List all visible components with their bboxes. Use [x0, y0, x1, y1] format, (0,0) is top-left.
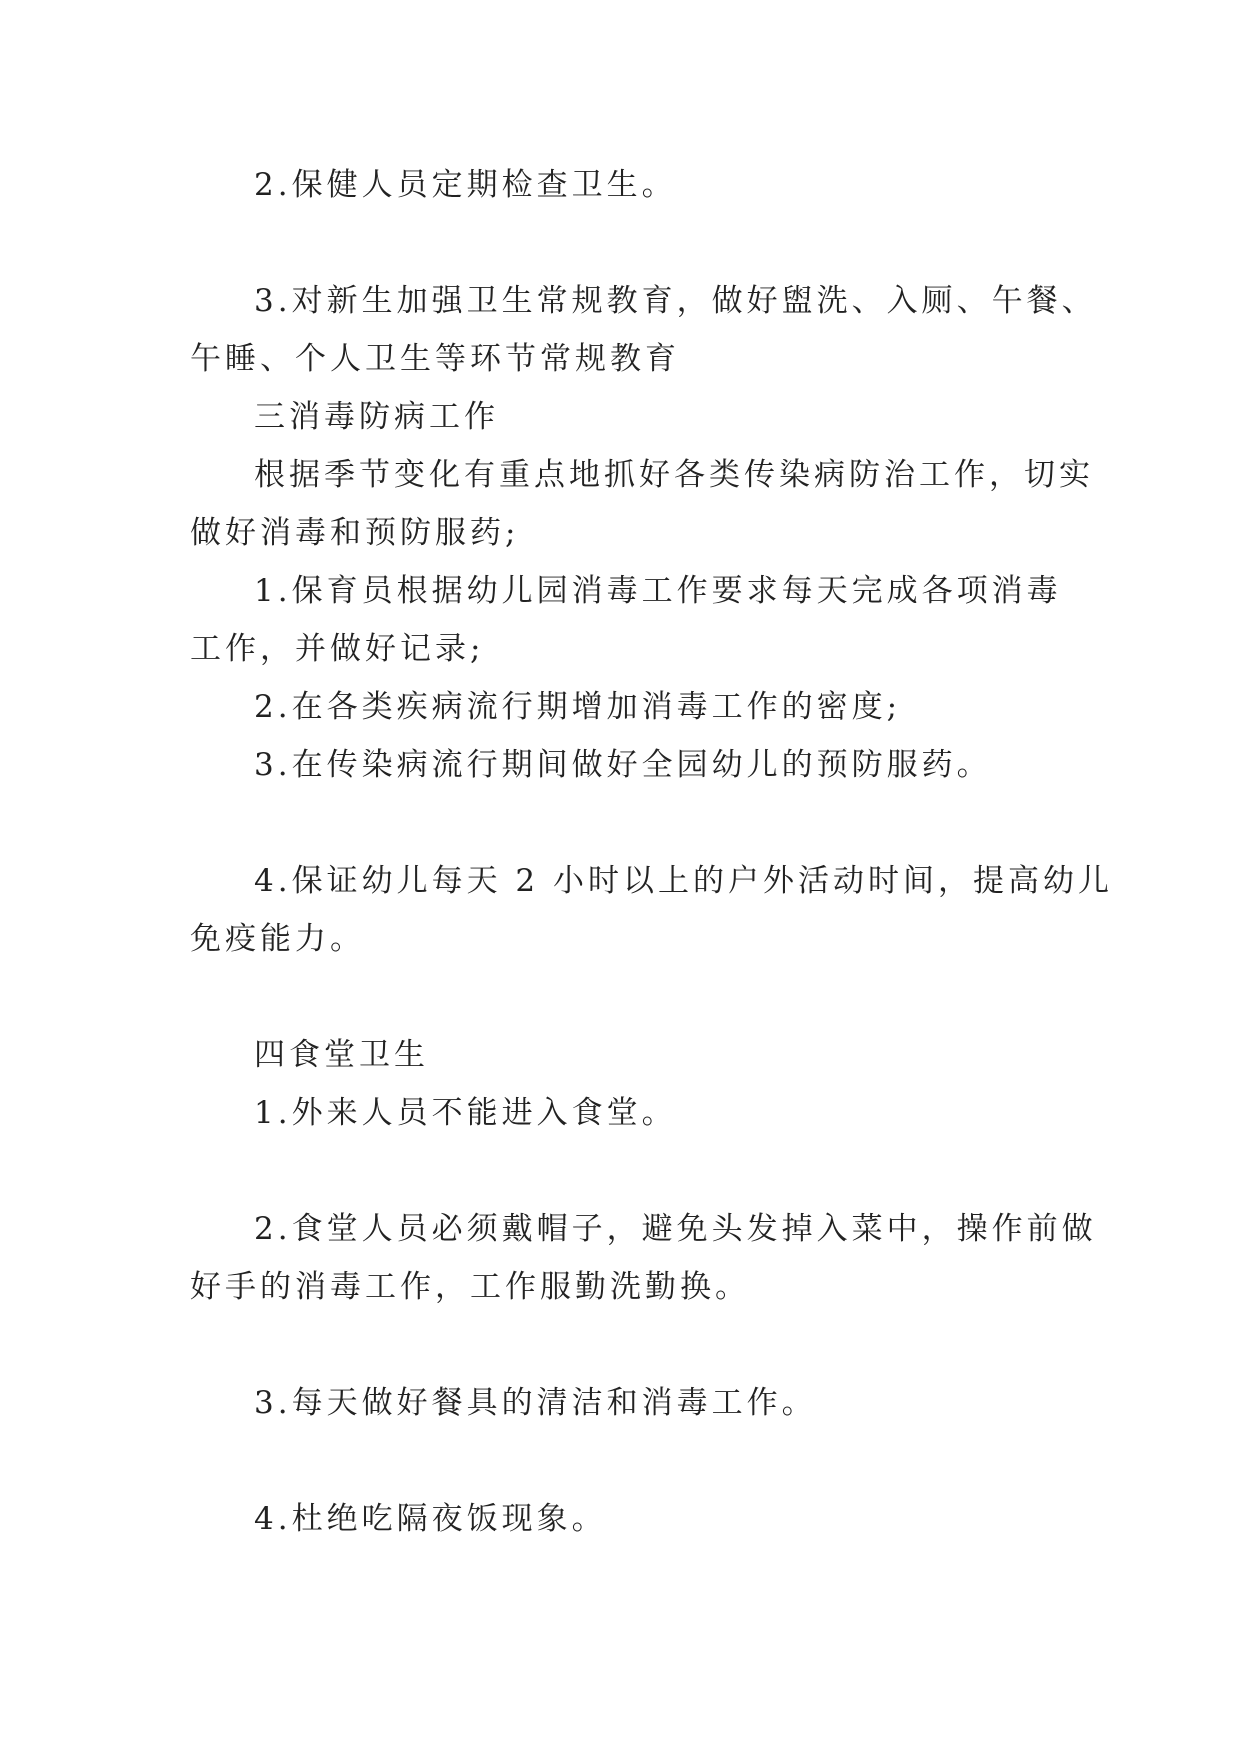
paragraph-line: 1.外来人员不能进入食堂。	[254, 1095, 677, 1131]
paragraph-line: 午睡、个人卫生等环节常规教育	[190, 341, 680, 377]
paragraph-line: 好手的消毒工作，工作服勤洗勤换。	[190, 1269, 750, 1305]
paragraph-line: 2.在各类疾病流行期增加消毒工作的密度;	[254, 689, 902, 725]
paragraph-line: 1.保育员根据幼儿园消毒工作要求每天完成各项消毒	[254, 573, 1062, 609]
paragraph-line: 2.食堂人员必须戴帽子，避免头发掉入菜中，操作前做	[254, 1211, 1097, 1247]
paragraph-line: 3.在传染病流行期间做好全园幼儿的预防服药。	[254, 747, 992, 783]
paragraph-line: 工作，并做好记录;	[190, 631, 485, 667]
section-heading: 三消毒防病工作	[254, 399, 499, 435]
paragraph-line: 3.每天做好餐具的清洁和消毒工作。	[254, 1385, 817, 1421]
paragraph-line: 根据季节变化有重点地抓好各类传染病防治工作，切实	[254, 457, 1094, 493]
paragraph-line: 3.对新生加强卫生常规教育，做好盥洗、入厕、午餐、	[254, 283, 1097, 319]
section-heading: 四食堂卫生	[254, 1037, 429, 1073]
paragraph-line: 做好消毒和预防服药;	[190, 515, 520, 551]
paragraph-line: 2.保健人员定期检查卫生。	[254, 167, 677, 203]
paragraph-line: 4.杜绝吃隔夜饭现象。	[254, 1501, 607, 1537]
paragraph-line: 4.保证幼儿每天 2 小时以上的户外活动时间，提高幼儿	[254, 863, 1114, 899]
paragraph-line: 免疫能力。	[190, 921, 365, 957]
